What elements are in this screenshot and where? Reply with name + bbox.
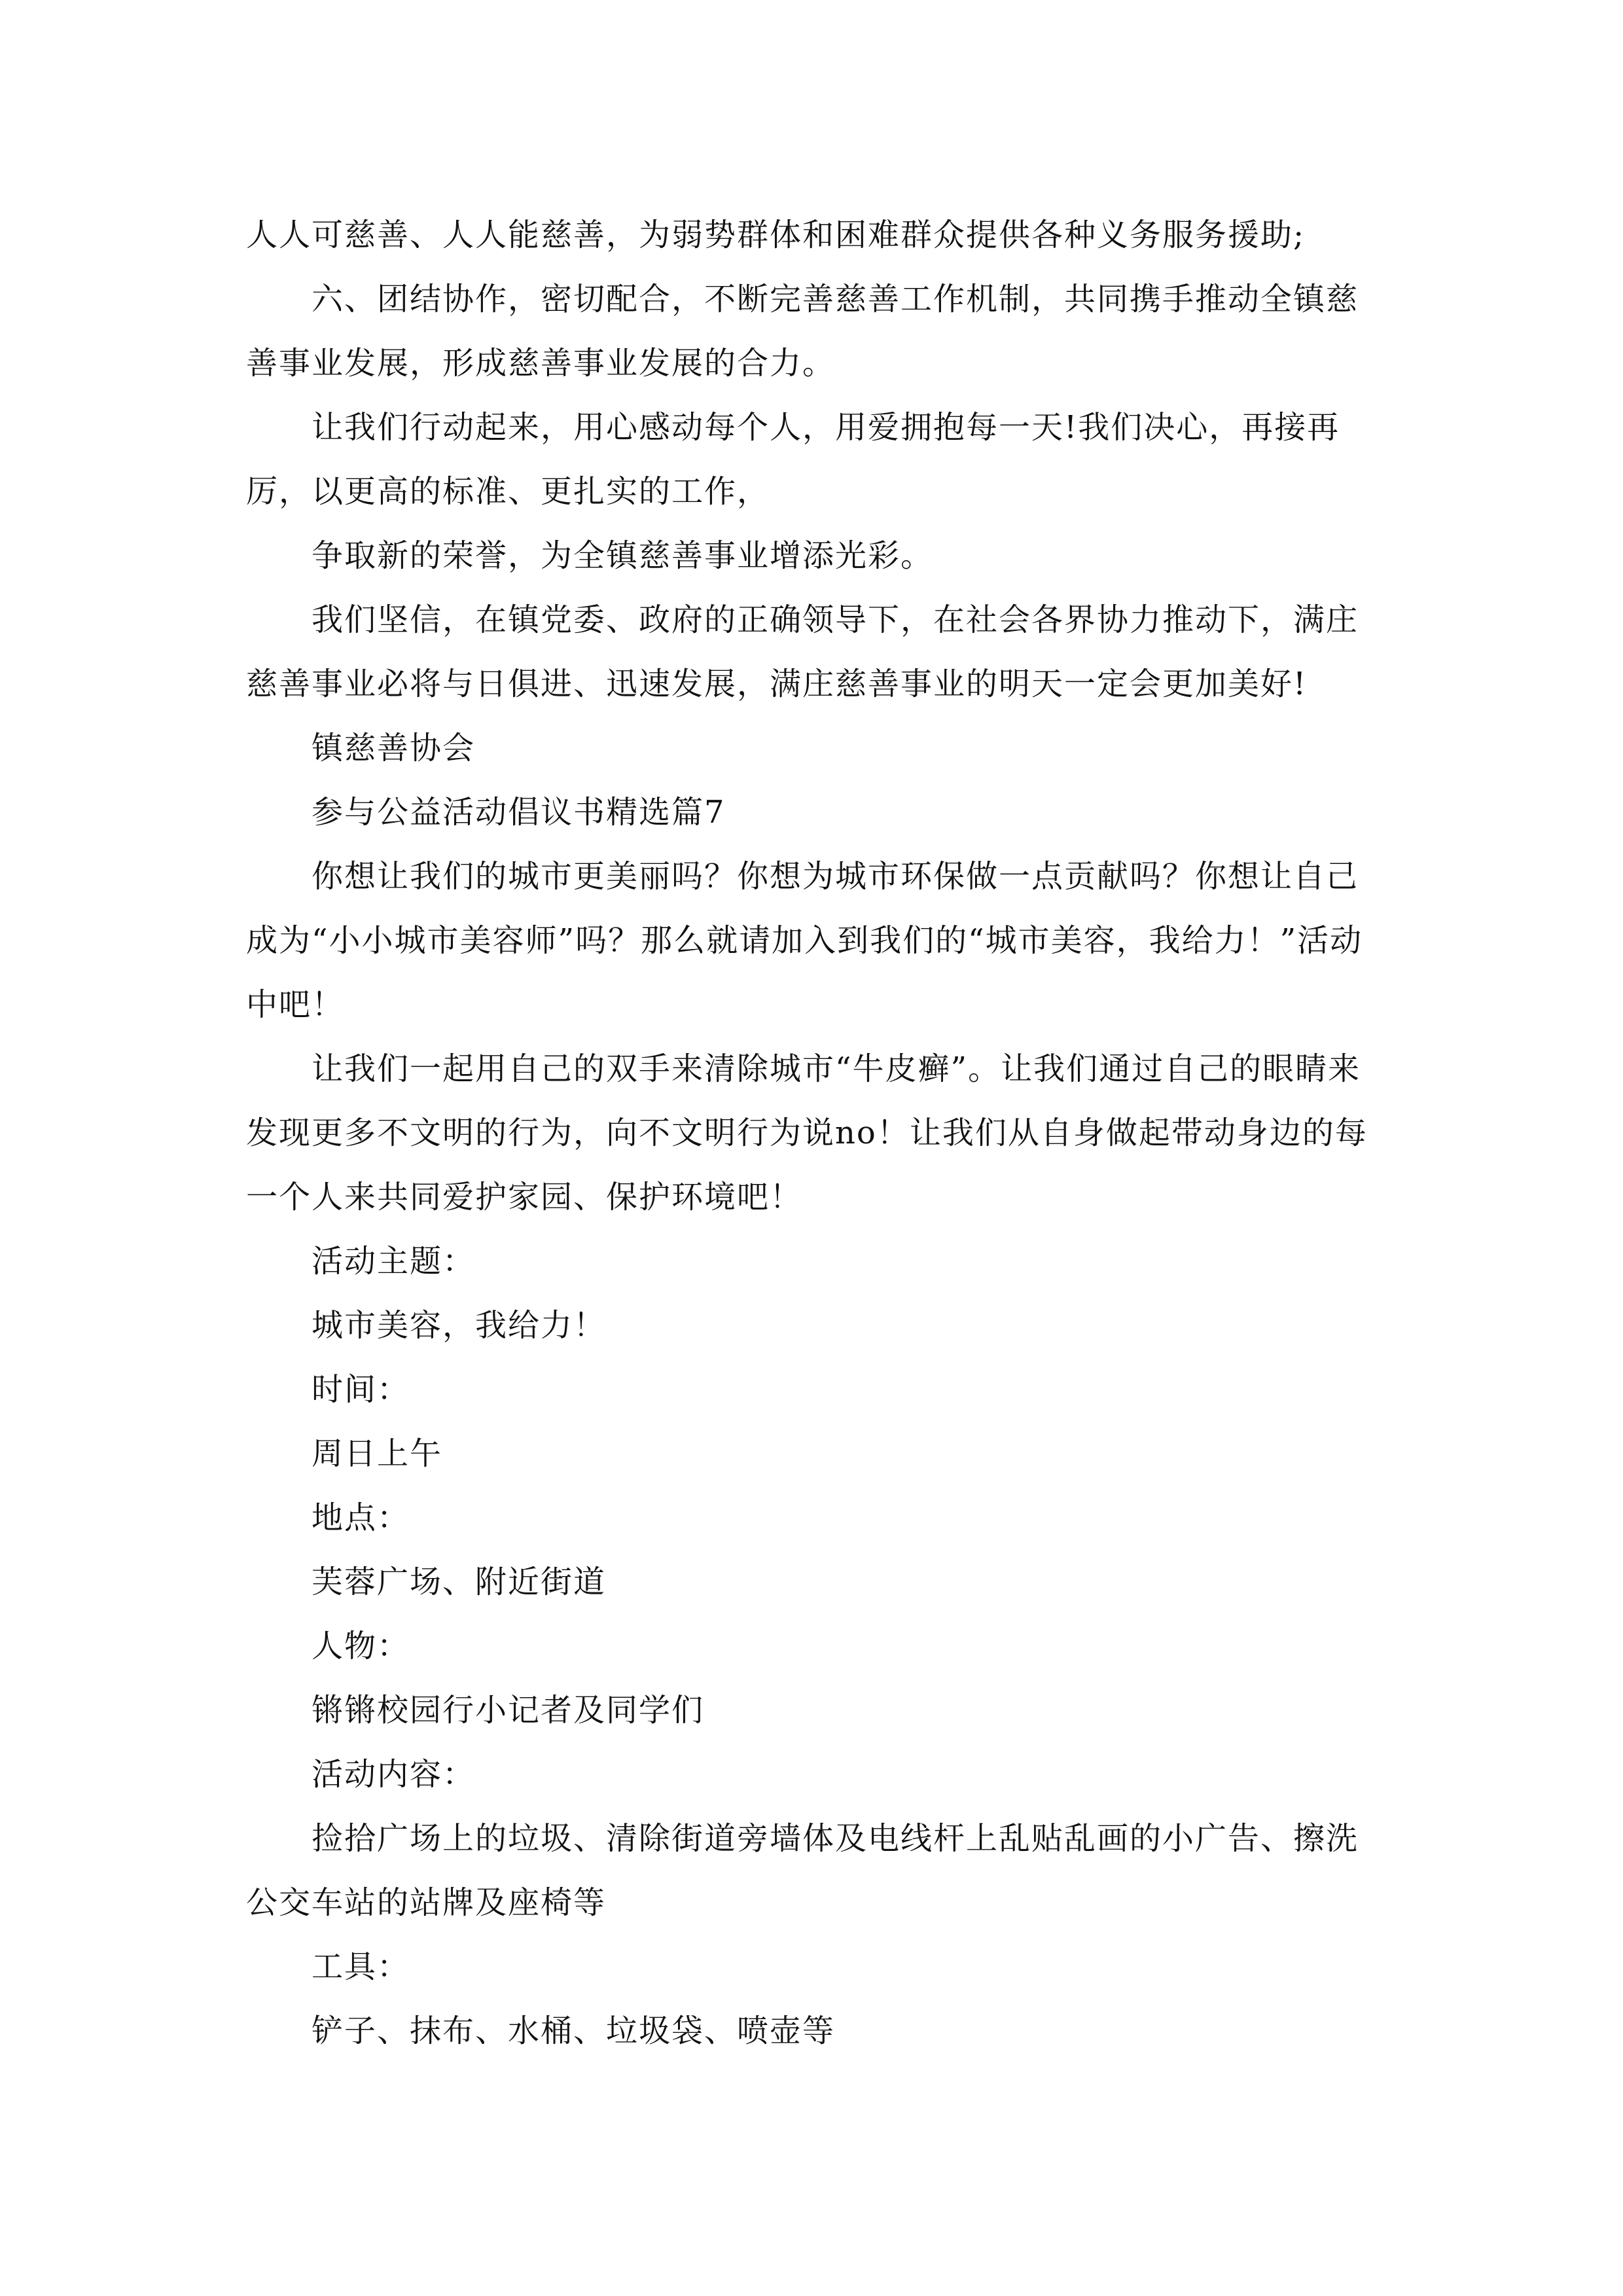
field-label-location: 地点： xyxy=(312,1499,410,1536)
field-value-theme: 城市美容，我给力！ xyxy=(312,1307,607,1344)
paragraph-1: 人人可慈善、人人能慈善，为弱势群体和困难群众提供各种义务服务援助; xyxy=(246,217,1306,253)
section-heading: 参与公益活动倡议书精选篇7 xyxy=(312,794,726,831)
field-label-theme: 活动主题： xyxy=(312,1243,476,1280)
field-value-people: 锵锵校园行小记者及同学们 xyxy=(312,1692,705,1729)
document-body xyxy=(246,203,1385,2063)
paragraph-2: 六、团结协作，密切配合，不断完善慈善工作机制，共同携手推动全镇慈善事业发展，形成慈善事业发展的合力。 xyxy=(246,281,1359,382)
field-label-tools: 工具： xyxy=(312,1948,410,1985)
field-label-people: 人物： xyxy=(312,1628,410,1664)
signature-line: 镇慈善协会 xyxy=(312,730,476,766)
field-value-time: 周日上午 xyxy=(312,1435,443,1472)
field-value-tools: 铲子、抹布、水桶、垃圾袋、喷壶等 xyxy=(312,2013,836,2049)
paragraph-4: 争取新的荣誉，为全镇慈善事业增添光彩。 xyxy=(312,537,934,574)
field-label-content: 活动内容： xyxy=(312,1756,476,1793)
paragraph-5: 我们坚信，在镇党委、政府的正确领导下，在社会各界协力推动下，满庄慈善事业必将与日俱进、迅速发展，满庄慈善事业的明天一定会更加美好! xyxy=(246,601,1359,702)
paragraph-9: 让我们一起用自己的双手来清除城市“牛皮癣”。让我们通过自己的眼睛来发现更多不文明的行为，向不文明行为说no！让我们从自身做起带动身边的每一个人来共同爱护家园、保护环境吧！ xyxy=(246,1050,1368,1215)
field-value-content: 捡拾广场上的垃圾、清除街道旁墙体及电线杆上乱贴乱画的小广告、擦洗公交车站的站牌及座椅等 xyxy=(246,1820,1359,1921)
field-label-time: 时间： xyxy=(312,1371,410,1408)
field-value-location: 芙蓉广场、附近街道 xyxy=(312,1564,607,1600)
paragraph-8: 你想让我们的城市更美丽吗？你想为城市环保做一点贡献吗？你想让自己成为“小小城市美容师”吗？那么就请加入到我们的“城市美容，我给力！”活动中吧！ xyxy=(246,858,1363,1023)
paragraph-3: 让我们行动起来，用心感动每个人，用爱拥抱每一天!我们决心，再接再厉，以更高的标准、更扎实的工作， xyxy=(246,409,1340,510)
